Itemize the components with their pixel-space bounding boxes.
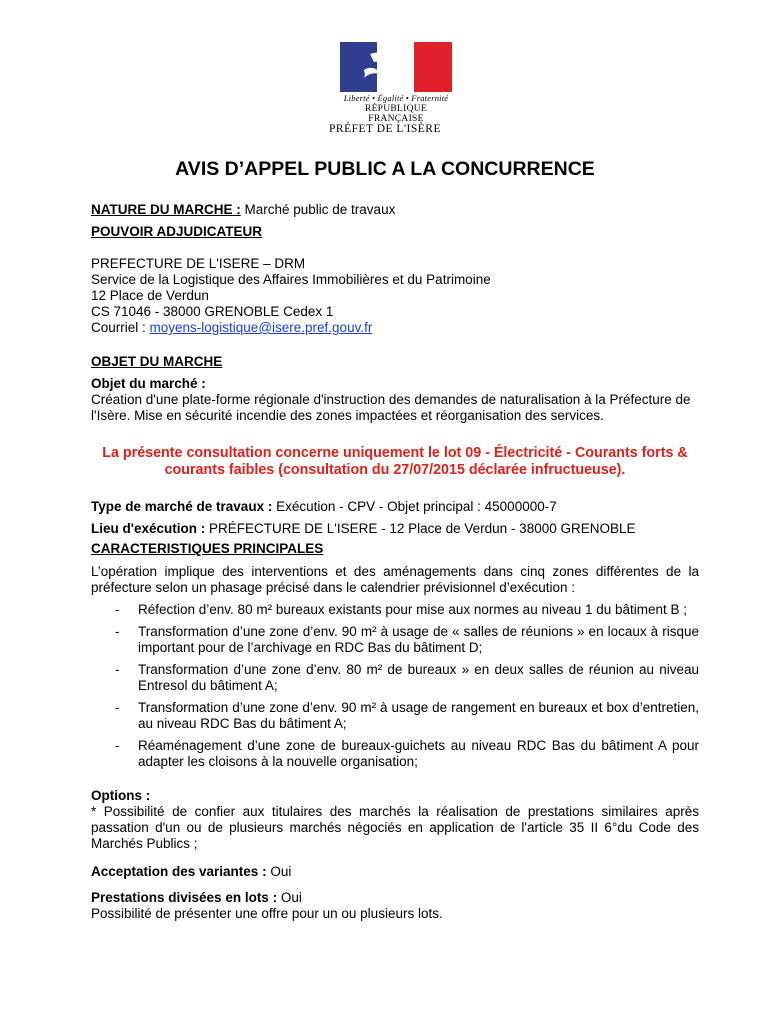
- list-item: - Transformation d’une zone d’env. 80 m² de bureaux » en deux salles de réunion au niveau Entresol du bâtiment A;: [115, 662, 699, 693]
- pouvoir-address: [91, 256, 699, 336]
- republic-label: RÉPUBLIQUE FRANÇAISE: [364, 104, 428, 124]
- objet-text: Création d'une plate-forme régionale d'instruction des demandes de naturalisation à la Préfecture de l'Isère. Mise en sécurité incendie des zones impactées et réorganisation des services.: [91, 392, 691, 423]
- nature-label: NATURE DU MARCHE :: [91, 202, 241, 217]
- pouvoir-line: 12 Place de Verdun: [91, 288, 209, 303]
- pouvoir-line: CS 71046 - 38000 GRENOBLE Cedex 1: [91, 304, 334, 319]
- lots-text: Possibilité de présenter une offre pour un ou plusieurs lots.: [91, 906, 443, 921]
- objet-label: Objet du marché :: [91, 376, 206, 391]
- variantes-value: Oui: [266, 864, 292, 879]
- type-line: [91, 499, 699, 515]
- list-item: - Réaménagement d’une zone de bureaux-guichets au niveau RDC Bas du bâtiment A pour adapter les cloisons à la nouvelle organisation;: [115, 738, 699, 769]
- lots-label: Prestations divisées en lots :: [91, 890, 278, 905]
- pouvoir-heading: POUVOIR ADJUDICATEUR: [91, 224, 263, 239]
- list-item: - Réfection d’env. 80 m² bureaux existants pour mise aux normes au niveau 1 du bâtiment B ;: [115, 602, 688, 617]
- marianne-flag-icon: [340, 42, 452, 92]
- objet-heading: OBJET DU MARCHE: [91, 354, 223, 369]
- list-item: - Transformation d’une zone d’env. 90 m² à usage de rangement en bureaux et box d’entretien, au niveau RDC Bas du bâtiment A;: [115, 700, 699, 731]
- list-item: - Transformation d’une zone d’env. 90 m² à usage de « salles de réunions » en locaux à risque important pour de l’archivage en RDC Bas du bâtiment D;: [115, 624, 699, 655]
- lieu-value: PRÉFECTURE DE L'ISERE - 12 Place de Verdun - 38000 GRENOBLE: [205, 521, 636, 536]
- variantes-label: Acceptation des variantes :: [91, 864, 267, 879]
- caracteristiques-intro: L’opération implique des interventions et des aménagements dans cinq zones différentes de la préfecture selon un phasage précisé dans le calendrier prévisionnel d’exécution :: [91, 564, 699, 595]
- courriel-label: Courriel :: [91, 320, 150, 335]
- type-label: Type de marché de travaux :: [91, 499, 273, 514]
- lots-line: [91, 890, 699, 906]
- courriel-line: [91, 320, 699, 336]
- type-value: Exécution - CPV - Objet principal : 45000000-7: [272, 499, 557, 514]
- marianne-logo: [336, 42, 456, 124]
- options-text: * Possibilité de confier aux titulaires des marchés la réalisation de prestations similaires après passation d'un ou de plusieurs marchés négociés en application de l'article 35 II 6°du Code des Marchés Publics ;: [91, 804, 699, 851]
- zones-list: [91, 602, 699, 770]
- nature-value: Marché public de travaux: [240, 202, 396, 217]
- email-link[interactable]: moyens-logistique@isere.pref.gouv.fr: [149, 320, 373, 335]
- options-label: Options :: [91, 788, 151, 803]
- notice-body: [91, 202, 699, 922]
- lot-notice: La présente consultation concerne uniquement le lot 09 - Électricité - Courants forts & courants faibles (consultation du 27/07/2015 déclarée infructueuse).: [102, 445, 688, 478]
- caracteristiques-heading: CARACTERISTIQUES PRINCIPALES: [91, 541, 324, 556]
- lieu-line: [91, 521, 699, 537]
- lieu-label: Lieu d'exécution :: [91, 521, 206, 536]
- lots-value: Oui: [277, 890, 302, 905]
- pouvoir-line: PREFECTURE DE L'ISERE – DRM: [91, 256, 306, 271]
- variantes-line: [91, 864, 699, 880]
- nature-line: [91, 202, 699, 218]
- page-title: AVIS D’APPEL PUBLIC A LA CONCURRENCE: [175, 158, 595, 180]
- prefet-label: PRÉFET DE L'ISÈRE: [329, 123, 441, 135]
- pouvoir-line: Service de la Logistique des Affaires Immobilières et du Patrimoine: [91, 272, 491, 287]
- motto: Liberté • Égalité • Fraternité: [343, 93, 449, 103]
